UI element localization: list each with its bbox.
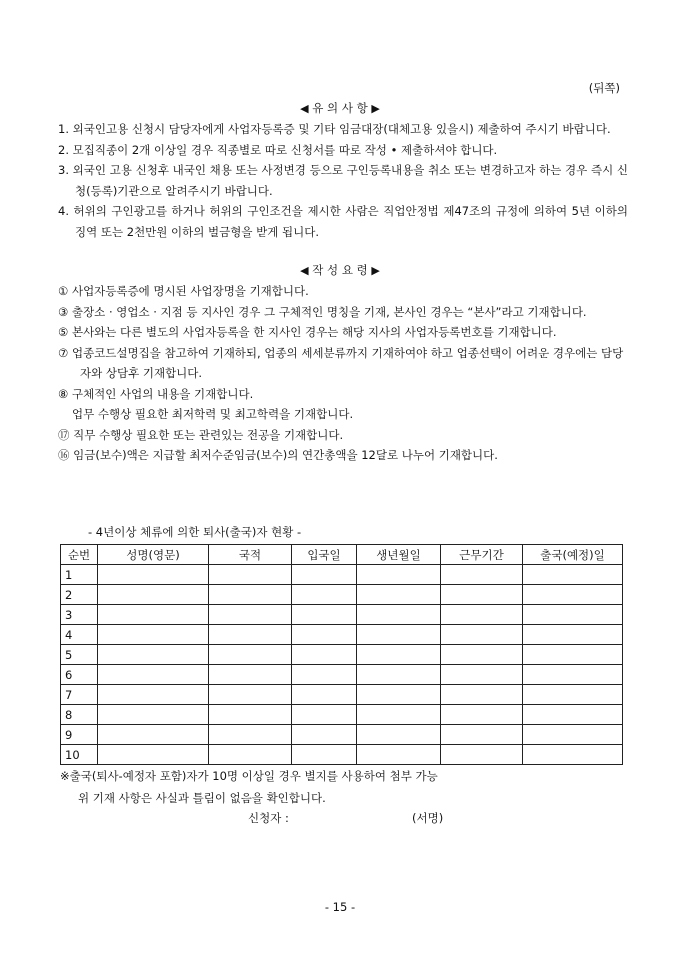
table-cell[interactable]: [441, 745, 523, 765]
notice-item: 2. 모집직종이 2개 이상일 경우 직종별로 따로 신청서를 따로 작성 • 제출하셔야 합니다.: [58, 142, 498, 157]
table-cell[interactable]: [357, 645, 441, 665]
departure-table: [60, 544, 623, 765]
table-cell[interactable]: [441, 605, 523, 625]
guide-item-text: 사업자등록증에 명시된 사업장명을 기재합니다.: [71, 284, 309, 298]
table-cell[interactable]: [357, 745, 441, 765]
table-cell[interactable]: [292, 625, 357, 645]
left-triangle-icon: ◀: [300, 264, 309, 277]
notice-title: 유 의 사 항: [312, 101, 368, 115]
table-cell[interactable]: [209, 585, 292, 605]
guide-item-mark: ⑦: [58, 345, 69, 360]
attachment-note: ※출국(퇴사-예정자 포함)자가 10명 이상일 경우 별지를 사용하여 첨부 가능: [60, 769, 438, 783]
guide-item: [58, 404, 628, 425]
table-cell[interactable]: [292, 605, 357, 625]
table-cell[interactable]: [441, 565, 523, 585]
table-cell[interactable]: [523, 605, 623, 625]
guide-title: 작 성 요 령: [312, 263, 368, 277]
header-name: 성명(영문): [98, 545, 209, 565]
table-cell[interactable]: [292, 745, 357, 765]
right-triangle-icon: ▶: [371, 264, 380, 277]
signer-label: 신청자 :: [248, 811, 289, 825]
table-row: [61, 625, 623, 645]
row-number: 1: [61, 565, 98, 585]
guide-item: [58, 281, 628, 302]
table-cell[interactable]: [523, 685, 623, 705]
guide-item-mark: ①: [58, 284, 69, 298]
guide-item: [58, 384, 628, 405]
table-cell[interactable]: [209, 645, 292, 665]
row-number: 3: [61, 605, 98, 625]
table-cell[interactable]: [209, 605, 292, 625]
table-row: [61, 605, 623, 625]
table-cell[interactable]: [98, 685, 209, 705]
table-cell[interactable]: [357, 565, 441, 585]
table-cell[interactable]: [98, 565, 209, 585]
table-cell[interactable]: [357, 585, 441, 605]
table-cell[interactable]: [98, 725, 209, 745]
guide-item-text: 구체적인 사업의 내용을 기재합니다.: [71, 386, 254, 401]
table-cell[interactable]: [209, 625, 292, 645]
left-triangle-icon: ◀: [300, 102, 309, 115]
table-cell[interactable]: [98, 605, 209, 625]
table-cell[interactable]: [357, 665, 441, 685]
table-cell[interactable]: [523, 705, 623, 725]
table-cell[interactable]: [209, 705, 292, 725]
table-cell[interactable]: [357, 725, 441, 745]
table-cell[interactable]: [98, 625, 209, 645]
row-number: 10: [61, 745, 98, 765]
row-number: 6: [61, 665, 98, 685]
row-number: 4: [61, 625, 98, 645]
table-cell[interactable]: [357, 605, 441, 625]
table-row: [61, 585, 623, 605]
guide-item-mark: ⑤: [58, 325, 69, 339]
table-cell[interactable]: [292, 645, 357, 665]
table-row: [61, 725, 623, 745]
notice-list: [58, 119, 628, 242]
table-cell[interactable]: [292, 585, 357, 605]
confirm-statement: 위 기재 사항은 사실과 틀림이 없음을 확인합니다.: [78, 791, 326, 805]
table-cell[interactable]: [292, 665, 357, 685]
notice-item: 4. 허위의 구인광고를 하거나 허위의 구인조건을 제시한 사람은 직업안정법 제47조의 규정에 의하여 5년 이하의 징역 또는 2천만원 이하의 벌금형을 받게 됩니다.: [58, 204, 628, 239]
table-cell[interactable]: [523, 565, 623, 585]
guide-item-text: 업무 수행상 필요한 최저학력 및 최고학력을 기재합니다.: [72, 407, 354, 421]
notice-item: 3. 외국인 고용 신청후 내국인 채용 또는 사정변경 등으로 구인등록내용을 취소 또는 변경하고자 하는 경우 즉시 신청(등록)기관으로 알려주시기 바랍니다.: [58, 163, 628, 198]
notice-heading: [0, 100, 680, 116]
guide-list: [58, 281, 628, 466]
table-cell[interactable]: [523, 585, 623, 605]
table-cell[interactable]: [441, 645, 523, 665]
table-cell[interactable]: [441, 665, 523, 685]
table-row: [61, 685, 623, 705]
header-seq: 순번: [61, 545, 98, 565]
guide-item: [58, 343, 628, 384]
header-nationality: 국적: [209, 545, 292, 565]
guide-item: [58, 425, 628, 446]
table-cell[interactable]: [209, 565, 292, 585]
back-side-label: (뒤쪽): [588, 81, 620, 95]
table-cell[interactable]: [209, 725, 292, 745]
guide-item-mark: ⑧: [58, 386, 69, 401]
table-cell[interactable]: [357, 705, 441, 725]
table-cell[interactable]: [357, 625, 441, 645]
table-cell[interactable]: [441, 625, 523, 645]
page-number: - 15 -: [324, 900, 356, 914]
table-cell[interactable]: [209, 745, 292, 765]
guide-item: [58, 322, 628, 343]
row-number: 8: [61, 705, 98, 725]
table-cell[interactable]: [523, 665, 623, 685]
table-row: [61, 565, 623, 585]
header-birth-date: 생년월일: [357, 545, 441, 565]
guide-heading: [0, 262, 680, 278]
table-cell[interactable]: [98, 705, 209, 725]
table-cell[interactable]: [98, 665, 209, 685]
table-cell[interactable]: [523, 645, 623, 665]
table-cell[interactable]: [292, 705, 357, 725]
table-cell[interactable]: [209, 665, 292, 685]
row-number: 5: [61, 645, 98, 665]
table-cell[interactable]: [292, 725, 357, 745]
table-cell[interactable]: [209, 685, 292, 705]
guide-item-text: 임금(보수)액은 지급할 최저수준임금(보수)의 연간총액을 12달로 나누어 기재합니다.: [73, 448, 498, 462]
guide-item-text: 업종코드설명집을 참고하여 기재하되, 업종의 세세분류까지 기재하여야 하고 업종선택이 어려운 경우에는 담당자와 상담후 기재합니다.: [71, 345, 624, 380]
table-cell[interactable]: [357, 685, 441, 705]
table-row: [61, 645, 623, 665]
guide-item-mark: ⑰: [58, 427, 70, 442]
guide-item-text: 직무 수행상 필요한 또는 관련있는 전공을 기재합니다.: [73, 427, 344, 442]
guide-item-text: 출장소 · 영업소 · 지점 등 지사인 경우 그 구체적인 명칭을 기재, 본사인 경우는 “본사”라고 기재합니다.: [71, 304, 587, 319]
table-cell[interactable]: [441, 685, 523, 705]
table-cell[interactable]: [441, 585, 523, 605]
table-cell[interactable]: [523, 745, 623, 765]
table-title: - 4년이상 체류에 의한 퇴사(출국)자 현황 -: [88, 525, 302, 539]
guide-item-mark: ③: [58, 304, 69, 319]
table-cell[interactable]: [98, 645, 209, 665]
header-entry-date: 입국일: [292, 545, 357, 565]
table-cell[interactable]: [98, 585, 209, 605]
row-number: 9: [61, 725, 98, 745]
notice-item: 1. 외국인고용 신청시 담당자에게 사업자등록증 및 기타 임금대장(대체고용 있을시) 제출하여 주시기 바랍니다.: [58, 122, 611, 136]
right-triangle-icon: ▶: [371, 102, 380, 115]
header-work-period: 근무기간: [441, 545, 523, 565]
table-row: [61, 665, 623, 685]
table-cell[interactable]: [523, 625, 623, 645]
guide-item: [58, 445, 628, 466]
table-cell[interactable]: [292, 565, 357, 585]
table-cell[interactable]: [98, 745, 209, 765]
table-cell[interactable]: [441, 725, 523, 745]
table-cell[interactable]: [292, 685, 357, 705]
guide-item: [58, 302, 628, 323]
table-header-row: [61, 545, 623, 565]
guide-item-text: 본사와는 다른 별도의 사업자등록을 한 지사인 경우는 해당 지사의 사업자등록번호를 기재합니다.: [71, 325, 557, 339]
row-number: 7: [61, 685, 98, 705]
table-cell[interactable]: [523, 725, 623, 745]
table-row: [61, 705, 623, 725]
header-departure-date: 출국(예정)일: [523, 545, 623, 565]
row-number: 2: [61, 585, 98, 605]
signature-label: (서명): [412, 811, 444, 825]
table-row: [61, 745, 623, 765]
table-cell[interactable]: [441, 705, 523, 725]
guide-item-mark: ⑯: [58, 448, 70, 462]
